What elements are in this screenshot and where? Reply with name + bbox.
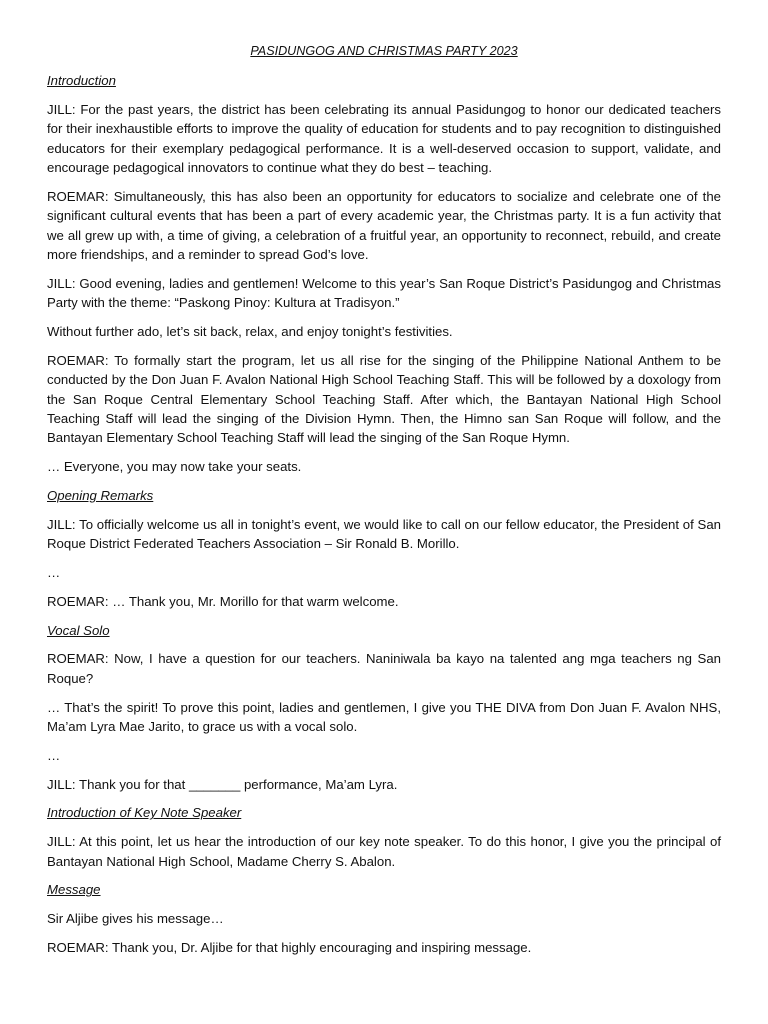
paragraph: ROEMAR: Simultaneously, this has also been an opportunity for educators to socialize and celebrate one of the significant cultural events that has been a part of every academic year, the Christmas party. It is a fun activity that we all grew up with, a time of giving, a celebration of a fruitful year, an opportunity to reconnect, rebuild, and create more friendships, and a reminder to spread God’s love. bbox=[47, 188, 721, 263]
section-heading-key-note-speaker: Introduction of Key Note Speaker bbox=[47, 805, 242, 821]
section-heading-message: Message bbox=[47, 882, 101, 898]
paragraph: … bbox=[47, 747, 61, 763]
paragraph: ROEMAR: Thank you, Dr. Aljibe for that highly encouraging and inspiring message. bbox=[47, 940, 532, 956]
paragraph: Sir Aljibe gives his message… bbox=[47, 911, 224, 927]
section-heading-introduction: Introduction bbox=[47, 73, 116, 88]
paragraph: JILL: Thank you for that _______ performance, Ma’am Lyra. bbox=[47, 776, 398, 792]
paragraph: … That’s the spirit! To prove this point, ladies and gentlemen, I give you THE DIVA from Don Juan F. Avalon NHS, Ma’am Lyra Mae Jarito, to grace us with a vocal solo. bbox=[47, 699, 721, 735]
paragraph: JILL: To officially welcome us all in tonight’s event, we would like to call on our fellow educator, the President of San Roque District Federated Teachers Association – Sir Ronald B. Morillo. bbox=[47, 516, 721, 552]
paragraph: JILL: For the past years, the district has been celebrating its annual Pasidungog to honor our dedicated teachers for their inexhaustible efforts to improve the quality of education for students and to pay recognition to distinguished educators for their exemplary pedagogical performance. It is a well-deserved occasion to support, validate, and encourage pedagogical innovators to continue what they do best – teaching. bbox=[47, 101, 721, 176]
paragraph: ROEMAR: Now, I have a question for our teachers. Naniniwala ba kayo na talented ang mga teachers ng San Roque? bbox=[47, 651, 721, 686]
section-heading-vocal-solo: Vocal Solo bbox=[47, 622, 110, 638]
paragraph: … Everyone, you may now take your seats. bbox=[47, 459, 302, 475]
paragraph: JILL: Good evening, ladies and gentlemen! Welcome to this year’s San Roque District’s Pasidungog and Christmas Party with the theme: “Paskong Pinoy: Kultura at Tradisyon.” bbox=[47, 275, 721, 311]
paragraph: ROEMAR: … Thank you, Mr. Morillo for that warm welcome. bbox=[47, 593, 399, 609]
section-heading-opening-remarks: Opening Remarks bbox=[47, 488, 154, 504]
paragraph: JILL: At this point, let us hear the introduction of our key note speaker. To do this honor, I give you the principal of Bantayan National High School, Madame Cherry S. Abalon. bbox=[47, 834, 721, 869]
document-title: PASIDUNGOG AND CHRISTMAS PARTY 2023 bbox=[250, 44, 518, 58]
paragraph: ROEMAR: To formally start the program, let us all rise for the singing of the Philippine National Anthem to be conducted by the Don Juan F. Avalon National High School Teaching Staff. This will be followed by a doxology from the San Roque Central Elementary School Teaching Staff. After which, the Bantayan National High School Teaching Staff will lead the singing of the Division Hymn. Then, the Himno san San Roque will follow, and the Bantayan Elementary School Teaching Staff will lead the singing of the San Roque Hymn. bbox=[47, 352, 721, 446]
paragraph: Without further ado, let’s sit back, relax, and enjoy tonight’s festivities. bbox=[47, 324, 453, 340]
paragraph: … bbox=[47, 565, 61, 581]
